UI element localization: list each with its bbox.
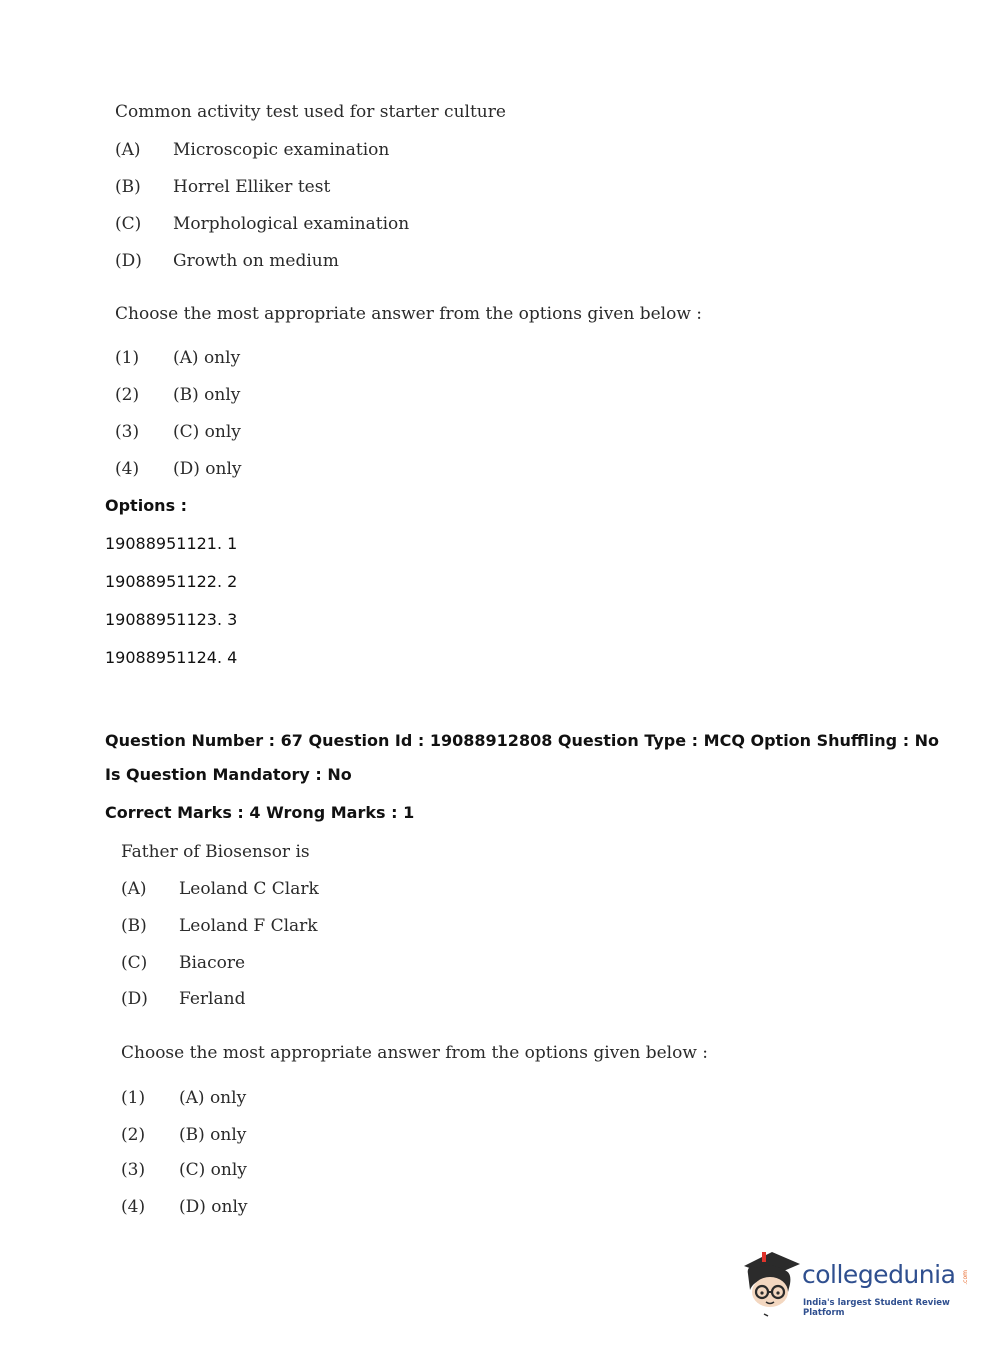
q67-choice-4: (4) (D) only — [121, 1197, 248, 1217]
q66-option-id-3: 19088951123. 3 — [105, 610, 238, 629]
q66-instruction: Choose the most appropriate answer from the options given below : — [115, 304, 703, 324]
q67-statement-a: (A) Leoland C Clark — [121, 879, 319, 899]
logo-tagline: India's largest Student Review Platform — [803, 1298, 950, 1318]
q67-meta-line-1: Question Number : 67 Question Id : 19088912808 Question Type : MCQ Option Shuffling : No — [105, 731, 940, 750]
q66-option-id-2: 19088951122. 2 — [105, 572, 238, 591]
q66-option-id-4: 19088951124. 4 — [105, 648, 238, 667]
q66-statement-c: (C) Morphological examination — [115, 214, 410, 234]
q66-options-heading: Options : — [105, 496, 188, 515]
q67-choice-1: (1) (A) only — [121, 1088, 247, 1108]
logo-wordmark: collegedunia — [802, 1260, 956, 1289]
q66-statement-b: (B) Horrel Elliker test — [115, 177, 331, 197]
q66-question-text: Common activity test used for starter culture — [115, 102, 506, 122]
q66-statement-a: (A) Microscopic examination — [115, 140, 390, 160]
q66-choice-4: (4) (D) only — [115, 459, 242, 479]
q67-meta-line-3: Correct Marks : 4 Wrong Marks : 1 — [105, 803, 415, 822]
q66-option-id-1: 19088951121. 1 — [105, 534, 238, 553]
q67-statement-c: (C) Biacore — [121, 953, 246, 973]
q66-statement-d: (D) Growth on medium — [115, 251, 339, 271]
q67-meta-line-2: Is Question Mandatory : No — [105, 765, 352, 784]
q67-statement-b: (B) Leoland F Clark — [121, 916, 318, 936]
q66-choice-2: (2) (B) only — [115, 385, 241, 405]
q67-instruction: Choose the most appropriate answer from the options given below : — [121, 1043, 709, 1063]
q66-choice-3: (3) (C) only — [115, 422, 241, 442]
collegedunia-logo — [740, 1248, 980, 1318]
q67-choice-3: (3) (C) only — [121, 1160, 247, 1180]
q67-question-text: Father of Biosensor is — [121, 842, 310, 862]
logo-com-suffix: .com — [962, 1270, 969, 1285]
q66-choice-1: (1) (A) only — [115, 348, 241, 368]
mascot-graduate-icon — [740, 1248, 802, 1318]
q67-choice-2: (2) (B) only — [121, 1125, 247, 1145]
q67-statement-d: (D) Ferland — [121, 989, 246, 1009]
